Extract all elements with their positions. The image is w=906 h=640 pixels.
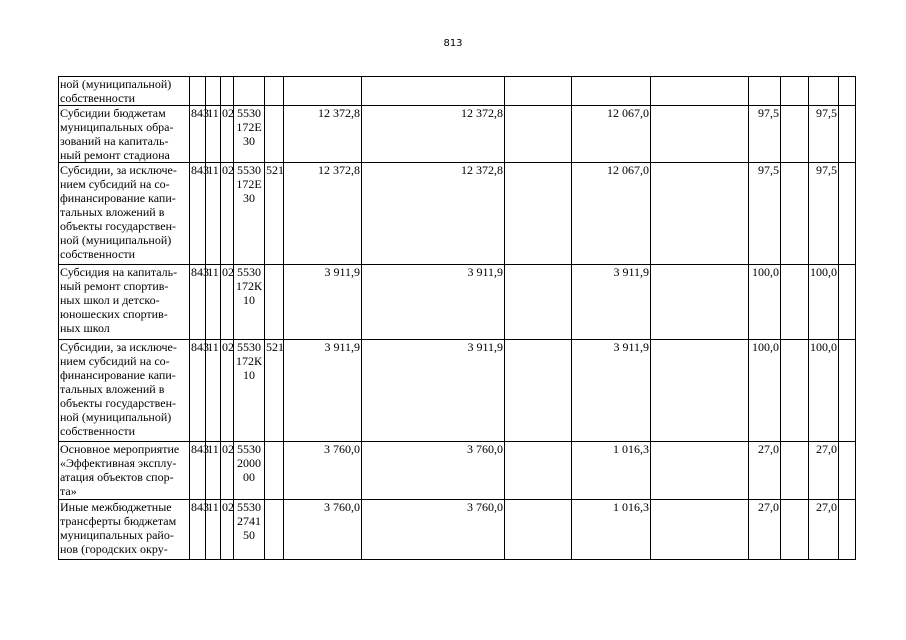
empty-cell xyxy=(839,500,856,560)
empty-cell xyxy=(505,265,572,340)
empty-cell xyxy=(651,340,749,442)
ved-cell: 843 xyxy=(190,106,206,163)
percent-approved-cell: 100,0 xyxy=(749,340,781,442)
empty-cell xyxy=(651,265,749,340)
row-name-cell: Основное мероприятие «Эффективная эксплу- атация объектов спор- та» xyxy=(59,442,190,500)
percent-approved-cell xyxy=(749,77,781,106)
expense-type-cell xyxy=(265,77,284,106)
expense-type-cell: 521 xyxy=(265,340,284,442)
executed-amount-cell: 1 016,3 xyxy=(572,500,651,560)
section-cell: 11 xyxy=(206,500,221,560)
approved-amount-cell xyxy=(284,77,362,106)
row-name-cell: Субсидии бюджетам муниципальных обра- зований на капиталь- ный ремонт стадиона xyxy=(59,106,190,163)
empty-cell xyxy=(505,77,572,106)
target-article-cell: 5530 172Е 30 xyxy=(234,106,265,163)
empty-cell xyxy=(505,500,572,560)
empty-cell xyxy=(781,77,809,106)
ved-cell: 843 xyxy=(190,163,206,265)
ved-cell: 843 xyxy=(190,265,206,340)
section-cell: 11 xyxy=(206,265,221,340)
target-article-cell: 5530 2741 50 xyxy=(234,500,265,560)
subsection-cell: 02 xyxy=(221,106,234,163)
percent-approved-cell: 27,0 xyxy=(749,500,781,560)
row-name-cell: Субсидии, за исключе- нием субсидий на со- финансирование капи- тальных вложений в объекты государствен- ной (муниципальной) собственности xyxy=(59,163,190,265)
row-name-cell: Субсидии, за исключе- нием субсидий на со- финансирование капи- тальных вложений в объекты государствен- ной (муниципальной) собственности xyxy=(59,340,190,442)
subsection-cell: 02 xyxy=(221,500,234,560)
empty-cell xyxy=(839,340,856,442)
empty-cell xyxy=(839,163,856,265)
empty-cell xyxy=(651,77,749,106)
table-row xyxy=(59,77,856,106)
row-name-cell: Субсидия на капиталь- ный ремонт спортив- ных школ и детско- юношеских спортив- ных школ xyxy=(59,265,190,340)
percent-revised-cell: 100,0 xyxy=(809,340,839,442)
empty-cell xyxy=(781,265,809,340)
subsection-cell xyxy=(221,77,234,106)
empty-cell xyxy=(651,442,749,500)
budget-table xyxy=(58,76,856,560)
ved-cell: 843 xyxy=(190,500,206,560)
page-number: 813 xyxy=(443,38,463,49)
subsection-cell: 02 xyxy=(221,265,234,340)
empty-cell xyxy=(781,340,809,442)
empty-cell xyxy=(651,500,749,560)
target-article-cell: 5530 172К 10 xyxy=(234,265,265,340)
expense-type-cell: 521 xyxy=(265,163,284,265)
row-name-cell: Иные межбюджетные трансферты бюджетам муниципальных райо- нов (городских окру- xyxy=(59,500,190,560)
ved-cell: 843 xyxy=(190,340,206,442)
executed-amount-cell xyxy=(572,77,651,106)
section-cell: 11 xyxy=(206,106,221,163)
percent-revised-cell xyxy=(809,77,839,106)
empty-cell xyxy=(781,500,809,560)
percent-approved-cell: 97,5 xyxy=(749,163,781,265)
empty-cell xyxy=(839,106,856,163)
revised-amount-cell: 3 760,0 xyxy=(362,500,505,560)
percent-revised-cell: 27,0 xyxy=(809,500,839,560)
section-cell xyxy=(206,77,221,106)
empty-cell xyxy=(505,163,572,265)
ved-cell: 843 xyxy=(190,442,206,500)
percent-approved-cell: 27,0 xyxy=(749,442,781,500)
section-cell: 11 xyxy=(206,442,221,500)
subsection-cell: 02 xyxy=(221,442,234,500)
percent-revised-cell: 97,5 xyxy=(809,163,839,265)
percent-approved-cell: 100,0 xyxy=(749,265,781,340)
empty-cell xyxy=(781,163,809,265)
executed-amount-cell: 12 067,0 xyxy=(572,163,651,265)
expense-type-cell xyxy=(265,442,284,500)
executed-amount-cell: 1 016,3 xyxy=(572,442,651,500)
target-article-cell: 5530 172К 10 xyxy=(234,340,265,442)
percent-revised-cell: 100,0 xyxy=(809,265,839,340)
subsection-cell: 02 xyxy=(221,340,234,442)
expense-type-cell xyxy=(265,106,284,163)
approved-amount-cell: 3 760,0 xyxy=(284,500,362,560)
revised-amount-cell xyxy=(362,77,505,106)
empty-cell xyxy=(505,442,572,500)
executed-amount-cell: 3 911,9 xyxy=(572,265,651,340)
percent-revised-cell: 27,0 xyxy=(809,442,839,500)
target-article-cell: 5530 2000 00 xyxy=(234,442,265,500)
section-cell: 11 xyxy=(206,163,221,265)
percent-revised-cell: 97,5 xyxy=(809,106,839,163)
empty-cell xyxy=(781,106,809,163)
empty-cell xyxy=(839,442,856,500)
table-row xyxy=(59,265,856,340)
approved-amount-cell: 3 911,9 xyxy=(284,340,362,442)
approved-amount-cell: 3 911,9 xyxy=(284,265,362,340)
row-name-cell: ной (муниципальной) собственности xyxy=(59,77,190,106)
table-row xyxy=(59,106,856,163)
revised-amount-cell: 12 372,8 xyxy=(362,106,505,163)
approved-amount-cell: 12 372,8 xyxy=(284,163,362,265)
empty-cell xyxy=(651,163,749,265)
revised-amount-cell: 3 760,0 xyxy=(362,442,505,500)
ved-cell xyxy=(190,77,206,106)
percent-approved-cell: 97,5 xyxy=(749,106,781,163)
table-row xyxy=(59,500,856,560)
approved-amount-cell: 12 372,8 xyxy=(284,106,362,163)
target-article-cell xyxy=(234,77,265,106)
target-article-cell: 5530 172Е 30 xyxy=(234,163,265,265)
revised-amount-cell: 3 911,9 xyxy=(362,265,505,340)
table-row xyxy=(59,163,856,265)
empty-cell xyxy=(505,106,572,163)
executed-amount-cell: 3 911,9 xyxy=(572,340,651,442)
revised-amount-cell: 3 911,9 xyxy=(362,340,505,442)
empty-cell xyxy=(781,442,809,500)
empty-cell xyxy=(651,106,749,163)
table-row xyxy=(59,442,856,500)
expense-type-cell xyxy=(265,500,284,560)
table-row xyxy=(59,340,856,442)
expense-type-cell xyxy=(265,265,284,340)
subsection-cell: 02 xyxy=(221,163,234,265)
empty-cell xyxy=(505,340,572,442)
section-cell: 11 xyxy=(206,340,221,442)
revised-amount-cell: 12 372,8 xyxy=(362,163,505,265)
empty-cell xyxy=(839,77,856,106)
executed-amount-cell: 12 067,0 xyxy=(572,106,651,163)
empty-cell xyxy=(839,265,856,340)
approved-amount-cell: 3 760,0 xyxy=(284,442,362,500)
